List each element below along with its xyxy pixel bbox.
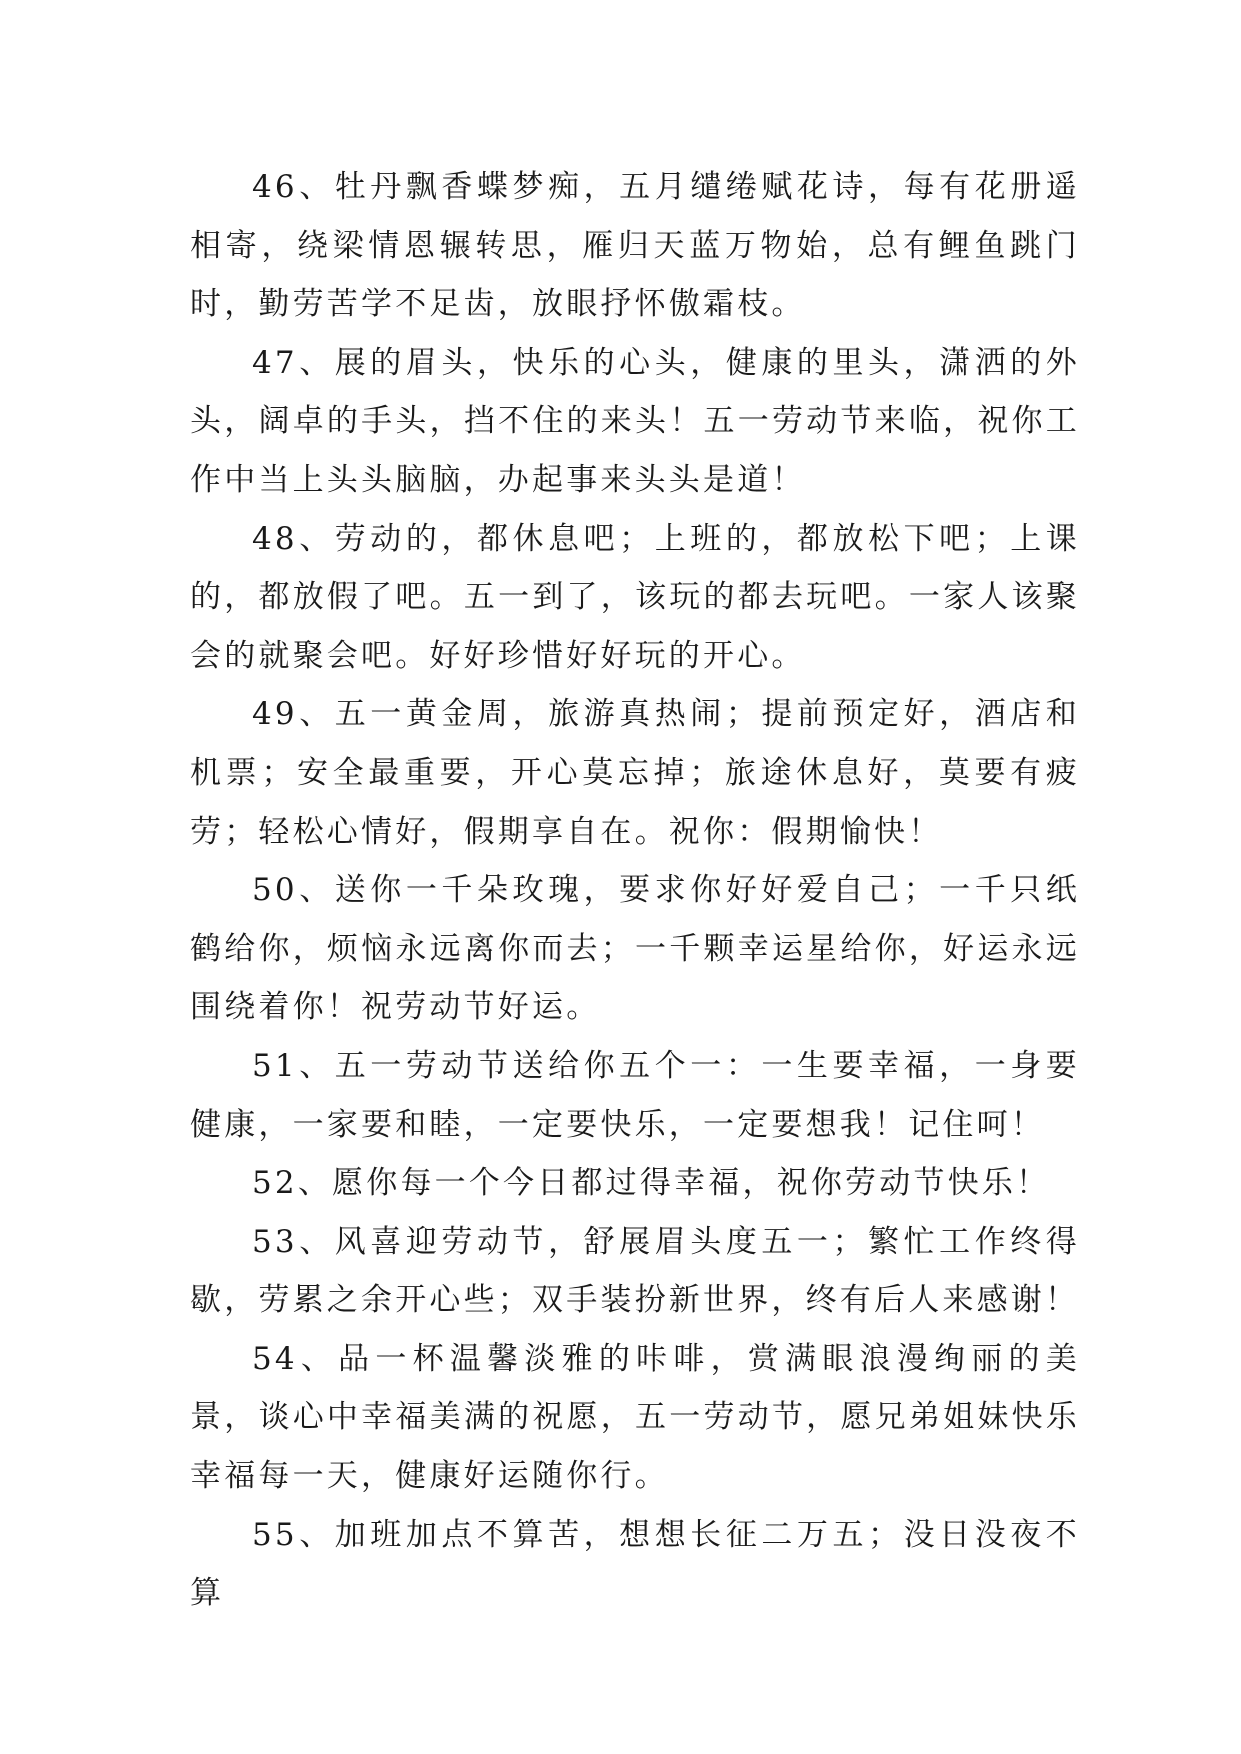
paragraph-54: 54、品一杯温馨淡雅的咔啡，赏满眼浪漫绚丽的美景，谈心中幸福美满的祝愿，五一劳动节，愿兄弟姐妹快乐幸福每一天，健康好运随你行。 [190, 1340, 1080, 1495]
paragraph-50: 50、送你一千朵玫瑰，要求你好好爱自己；一千只纸鹤给你，烦恼永远离你而去；一千颗幸运星给你，好运永远围绕着你！祝劳动节好运。 [190, 872, 1080, 1026]
paragraph-51: 51、五一劳动节送给你五个一：一生要幸福，一身要健康，一家要和睦，一定要快乐，一定要想我！记住呵！ [190, 1047, 1080, 1143]
paragraph-55: 55、加班加点不算苦，想想长征二万五；没日没夜不算 [190, 1516, 1080, 1612]
paragraph-53: 53、风喜迎劳动节，舒展眉头度五一；繁忙工作终得歇，劳累之余开心些；双手装扮新世界，终有后人来感谢！ [190, 1223, 1080, 1319]
paragraph-49: 49、五一黄金周，旅游真热闹；提前预定好，酒店和机票；安全最重要，开心莫忘掉；旅途休息好，莫要有疲劳；轻松心情好，假期享自在。祝你：假期愉快！ [190, 696, 1080, 850]
document-body [190, 158, 1080, 1623]
paragraph-46: 46、牡丹飘香蝶梦痴，五月缱绻赋花诗，每有花册遥相寄，绕梁情恩辗转思，雁归天蓝万物始，总有鲤鱼跳门时，勤劳苦学不足齿，放眼抒怀傲霜枝。 [190, 169, 1080, 323]
paragraph-47: 47、展的眉头，快乐的心头，健康的里头，潇洒的外头，阔卓的手头，挡不住的来头！五一劳动节来临，祝你工作中当上头头脑脑，办起事来头头是道！ [190, 344, 1080, 498]
paragraph-48: 48、劳动的，都休息吧；上班的，都放松下吧；上课的，都放假了吧。五一到了，该玩的都去玩吧。一家人该聚会的就聚会吧。好好珍惜好好玩的开心。 [190, 520, 1080, 674]
paragraph-52: 52、愿你每一个今日都过得幸福，祝你劳动节快乐！ [252, 1165, 1051, 1202]
